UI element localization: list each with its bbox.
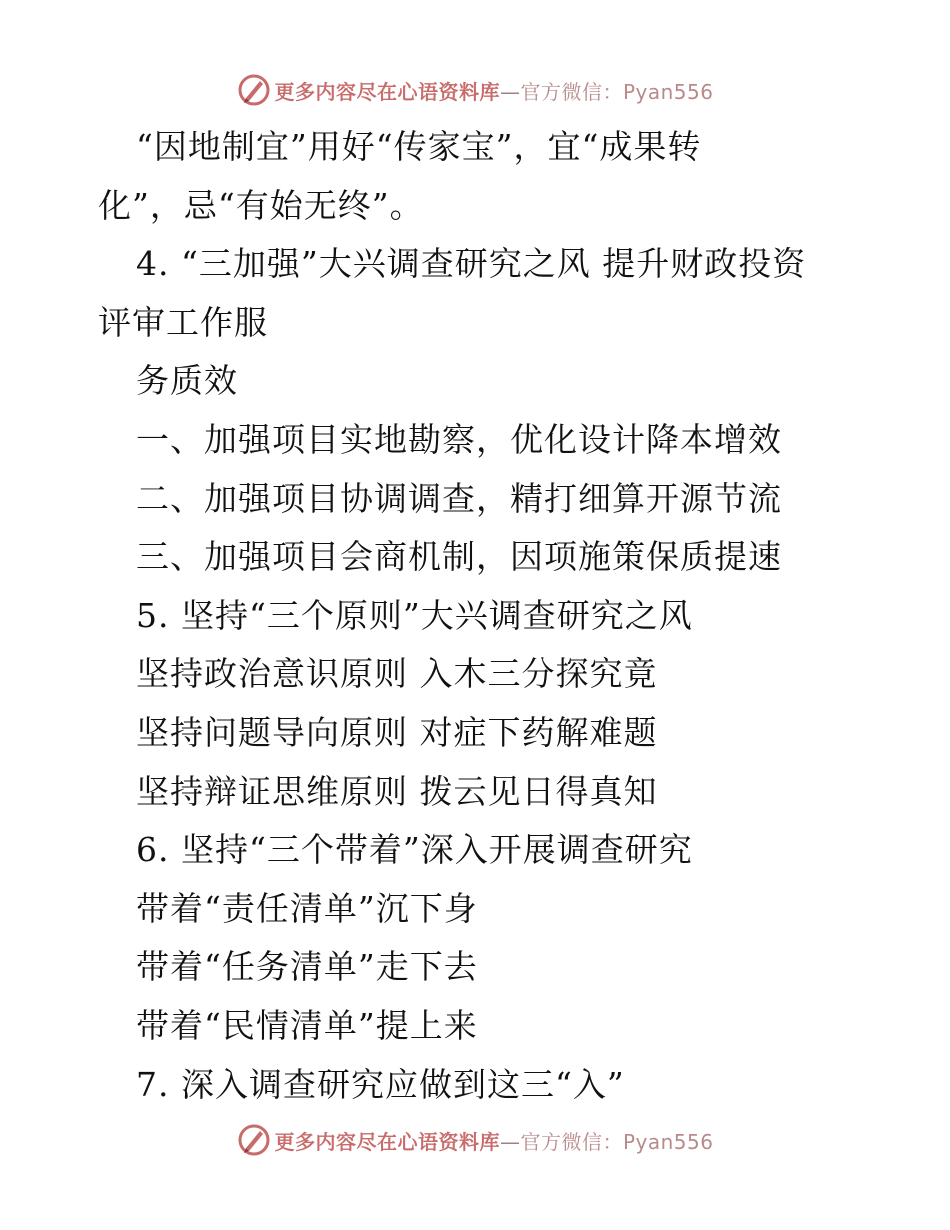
watermark-text [274,1126,713,1155]
text-line: 务质效 [136,361,238,401]
text-line: 评审工作服 [98,302,268,342]
pen-circle-logo-icon [236,72,272,108]
list-item: 带着“民情清单”提上来 [136,1005,478,1045]
list-item: 坚持政治意识原则 入木三分探究竟 [136,654,658,694]
header-watermark [0,70,950,110]
text-line: 化”，忌“有始无终”。 [98,185,424,225]
watermark-contact: 官方微信：Pyan556 [520,1129,714,1154]
list-item: 三、加强项目会商机制，因项施策保质提速 [136,537,782,577]
list-item: 一、加强项目实地勘察，优化设计降本增效 [136,419,782,459]
text-line: “因地制宜”用好“传家宝”，宜“成果转 [136,127,702,166]
watermark-separator: — [499,1129,521,1154]
section-heading-6: 6. 坚持“三个带着”深入开展调查研究 [136,830,693,870]
list-item: 坚持辩证思维原则 拨云见日得真知 [136,771,658,811]
watermark-text [274,76,713,105]
list-item: 二、加强项目协调调查，精打细算开源节流 [136,478,782,518]
list-item: 带着“责任清单”沉下身 [136,888,478,928]
document-body [0,118,950,1114]
section-heading-5: 5. 坚持“三个原则”大兴调查研究之风 [136,595,693,635]
watermark-separator: — [499,79,521,104]
watermark-brand: 更多内容尽在心语资料库 [274,1129,500,1154]
list-item: 带着“任务清单”走下去 [136,947,478,987]
section-heading-4: 4. “三加强”大兴调查研究之风 提升财政投资 [136,244,807,284]
pen-circle-logo-icon [236,1122,272,1158]
watermark-brand: 更多内容尽在心语资料库 [274,79,500,104]
watermark-contact: 官方微信：Pyan556 [520,79,714,104]
footer-watermark [0,1120,950,1160]
section-heading-7: 7. 深入调查研究应做到这三“入” [136,1064,625,1104]
list-item: 坚持问题导向原则 对症下药解难题 [136,712,658,752]
